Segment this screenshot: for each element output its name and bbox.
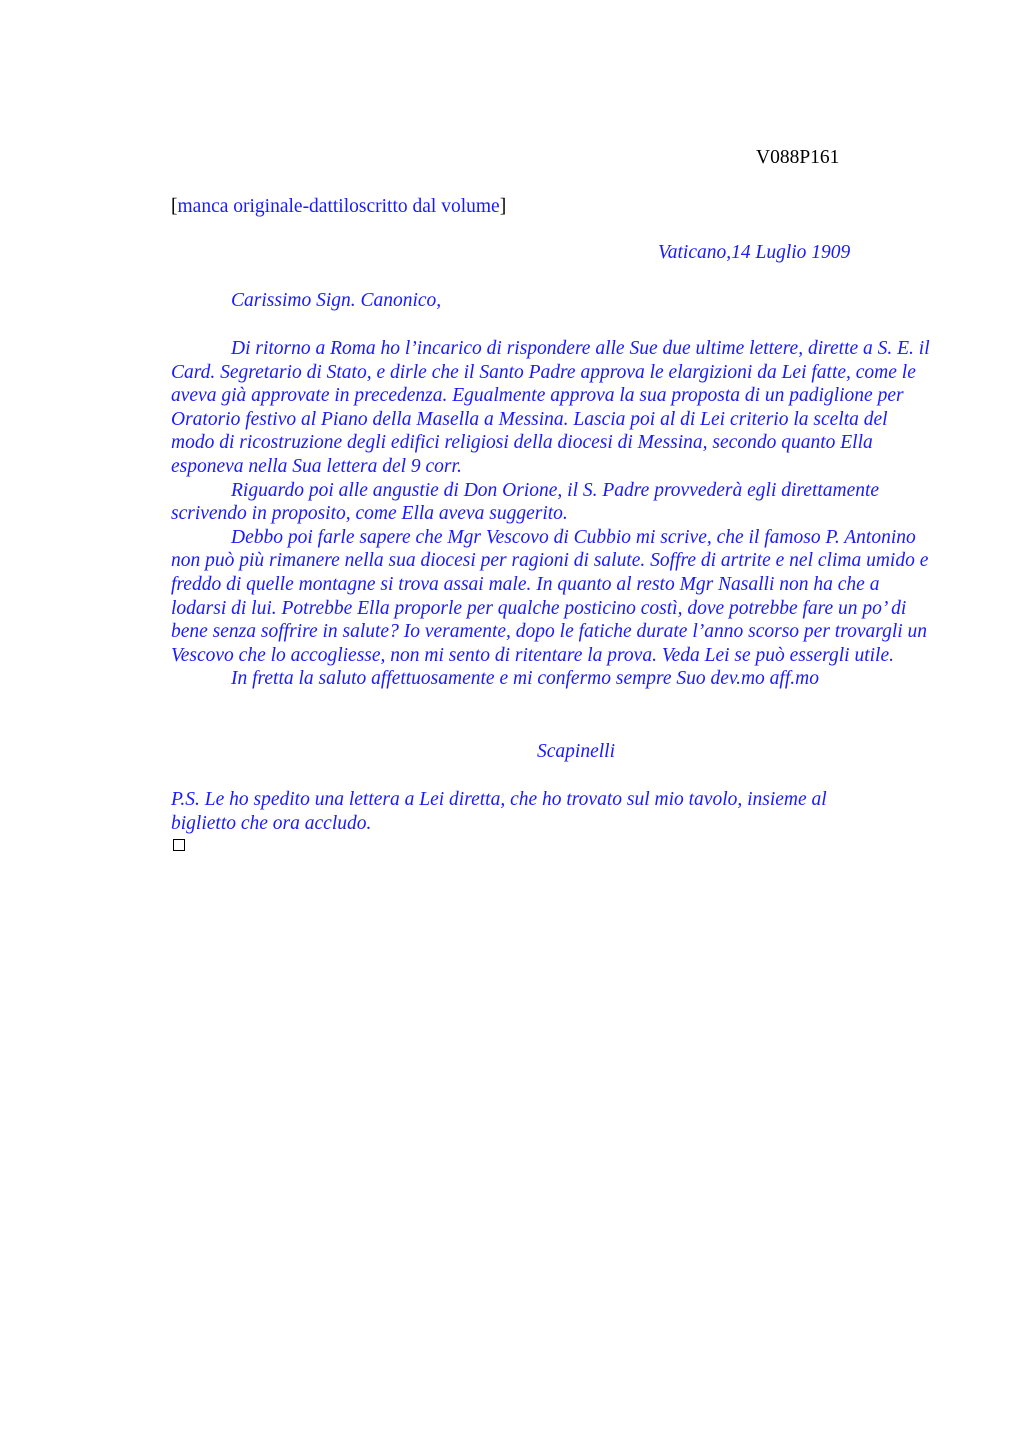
- end-marker-box-icon: [173, 839, 185, 851]
- paragraph: Riguardo poi alle angustie di Don Orione, il S. Padre provvederà egli direttamente scrivendo in proposito, come Ella aveva suggerito.: [171, 479, 880, 525]
- place-date: Vaticano,14 Luglio 1909: [658, 242, 851, 263]
- note-close-bracket: ]: [499, 196, 507, 217]
- note-text: manca originale-dattiloscritto dal volume: [177, 196, 500, 217]
- letter-body: [171, 337, 931, 691]
- paragraph: In fretta la saluto affettuosamente e mi confermo sempre Suo dev.mo aff.mo: [231, 668, 819, 690]
- postscript: P.S. Le ho spedito una lettera a Lei diretta, che ho trovato sul mio tavolo, insieme al biglietto che ora accludo.: [171, 789, 827, 834]
- signature: Scapinelli: [537, 741, 615, 762]
- salutation: Carissimo Sign. Canonico,: [231, 290, 442, 311]
- editorial-note: [171, 195, 506, 219]
- paragraph: Di ritorno a Roma ho l’incarico di rispondere alle Sue due ultime lettere, dirette a S. E. il Card. Segretario di Stato, e dirle che il Santo Padre approva le elargizioni da Lei fatte, come le aveva già approvate in precedenza. Egualmente approva la sua proposta di un padiglione per Oratorio festivo al Piano della Masella a Messina. Lascia poi al di Lei criterio la scelta del modo di ricostruzione degli edifici religiosi della diocesi di Messina, secondo quanto Ella esponeva nella Sua lettera del 9 corr.: [171, 338, 930, 477]
- document-code: V088P161: [756, 147, 840, 168]
- paragraph: Debbo poi farle sapere che Mgr Vescovo di Cubbio mi scrive, che il famoso P. Antonino non può più rimanere nella sua diocesi per ragioni di salute. Soffre di artrite e nel clima umido e freddo di quelle montagne si trova assai male. In quanto al resto Mgr Nasalli non ha che a lodarsi di lui. Potrebbe Ella proporle per qualche posticino costì, dove potrebbe fare un po’ di bene senza soffrire in salute? Io veramente, dopo le fatiche durate l’anno scorso per trovargli un Vescovo che lo accogliesse, non mi sento di ritentare la prova. Veda Lei se può essergli utile.: [171, 526, 929, 666]
- note-open-bracket: [: [171, 196, 178, 217]
